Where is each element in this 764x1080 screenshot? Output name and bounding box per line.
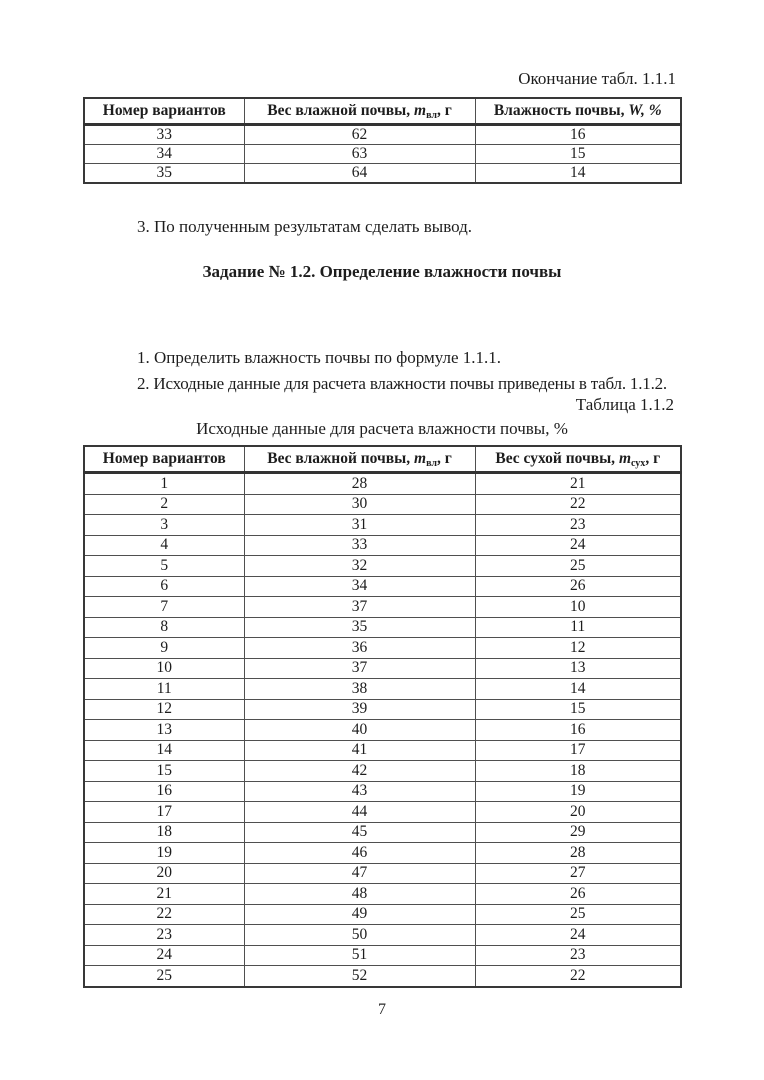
table-1-1-2-row <box>84 740 681 761</box>
dry-soil-weight-cell: 19 <box>475 781 681 802</box>
col-header-variant-number: Номер вариантов <box>84 446 244 473</box>
dry-soil-weight-cell: 23 <box>475 945 681 966</box>
variant-number-cell: 24 <box>84 945 244 966</box>
dry-soil-weight-cell: 28 <box>475 843 681 864</box>
table-1-1-2-row <box>84 884 681 905</box>
table-1-1-2-row <box>84 925 681 946</box>
wet-soil-weight-cell: 33 <box>244 535 475 556</box>
header-variable-subscript: вл <box>426 457 437 469</box>
wet-soil-weight-cell: 41 <box>244 740 475 761</box>
wet-soil-weight-cell: 45 <box>244 822 475 843</box>
table-1-1-1-header-row <box>84 98 681 125</box>
table-1-1-2-label: Таблица 1.1.2 <box>575 395 674 414</box>
wet-soil-weight-cell: 48 <box>244 884 475 905</box>
table-1-1-2-row <box>84 494 681 515</box>
variant-number-cell: 25 <box>84 966 244 987</box>
soil-moisture-cell: 16 <box>475 125 681 145</box>
variant-number-cell: 18 <box>84 822 244 843</box>
table-1-1-2-row <box>84 617 681 638</box>
table-1-1-2-row <box>84 802 681 823</box>
variant-number-cell: 8 <box>84 617 244 638</box>
variant-number-cell: 34 <box>84 145 244 164</box>
variant-number-cell: 13 <box>84 720 244 741</box>
variant-number-cell: 35 <box>84 164 244 184</box>
table-1-1-2-row <box>84 863 681 884</box>
wet-soil-weight-cell: 64 <box>244 164 475 184</box>
table-1-1-1-row <box>84 164 681 184</box>
table-1-1-2-caption: Исходные данные для расчета влажности почвы, % <box>196 419 568 438</box>
variant-number-cell: 14 <box>84 740 244 761</box>
variant-number-cell: 33 <box>84 125 244 145</box>
table-1-1-2-row <box>84 473 681 495</box>
dry-soil-weight-cell: 12 <box>475 638 681 659</box>
wet-soil-weight-cell: 34 <box>244 576 475 597</box>
wet-soil-weight-cell: 42 <box>244 761 475 782</box>
wet-soil-weight-cell: 44 <box>244 802 475 823</box>
dry-soil-weight-cell: 25 <box>475 556 681 577</box>
variant-number-cell: 4 <box>84 535 244 556</box>
table-1-1-2-row <box>84 638 681 659</box>
header-variable-symbol: m <box>414 101 427 119</box>
wet-soil-weight-cell: 39 <box>244 699 475 720</box>
dry-soil-weight-cell: 29 <box>475 822 681 843</box>
dry-soil-weight-cell: 27 <box>475 863 681 884</box>
wet-soil-weight-cell: 31 <box>244 515 475 536</box>
table-1-1-2-header-row <box>84 446 681 473</box>
header-variable-symbol: m <box>618 449 631 467</box>
variant-number-cell: 9 <box>84 638 244 659</box>
header-label-part: Вес влажной почвы, <box>267 449 414 467</box>
variant-number-cell: 19 <box>84 843 244 864</box>
wet-soil-weight-cell: 32 <box>244 556 475 577</box>
dry-soil-weight-cell: 18 <box>475 761 681 782</box>
task-1-2-heading: Задание № 1.2. Определение влажности почвы <box>202 262 562 281</box>
table-1-1-2 <box>83 445 682 988</box>
wet-soil-weight-cell: 40 <box>244 720 475 741</box>
wet-soil-weight-cell: 37 <box>244 658 475 679</box>
dry-soil-weight-cell: 14 <box>475 679 681 700</box>
dry-soil-weight-cell: 15 <box>475 699 681 720</box>
dry-soil-weight-cell: 21 <box>475 473 681 495</box>
col-header-soil-moisture <box>475 98 681 125</box>
variant-number-cell: 15 <box>84 761 244 782</box>
dry-soil-weight-cell: 10 <box>475 597 681 618</box>
header-variable-subscript: сух <box>631 457 646 469</box>
variant-number-cell: 3 <box>84 515 244 536</box>
header-variable-subscript: вл <box>426 109 437 121</box>
wet-soil-weight-cell: 46 <box>244 843 475 864</box>
col-header-variant-number: Номер вариантов <box>84 98 244 125</box>
header-label-part: Вес сухой почвы, <box>495 449 619 467</box>
variant-number-cell: 5 <box>84 556 244 577</box>
table-1-1-2-row <box>84 822 681 843</box>
dry-soil-weight-cell: 26 <box>475 884 681 905</box>
variant-number-cell: 20 <box>84 863 244 884</box>
wet-soil-weight-cell: 43 <box>244 781 475 802</box>
dry-soil-weight-cell: 17 <box>475 740 681 761</box>
soil-moisture-cell: 15 <box>475 145 681 164</box>
table-1-1-2-row <box>84 597 681 618</box>
header-label-part: Влажность почвы, <box>493 102 629 119</box>
dry-soil-weight-cell: 22 <box>475 494 681 515</box>
header-label-part: , г <box>436 101 452 119</box>
col-header-wet-soil-weight <box>244 446 475 473</box>
variant-number-cell: 22 <box>84 904 244 925</box>
wet-soil-weight-cell: 63 <box>244 145 475 164</box>
wet-soil-weight-cell: 38 <box>244 679 475 700</box>
table-1-1-2-row <box>84 576 681 597</box>
table-1-1-2-row <box>84 535 681 556</box>
wet-soil-weight-cell: 49 <box>244 904 475 925</box>
table-1-1-1-row <box>84 145 681 164</box>
wet-soil-weight-cell: 35 <box>244 617 475 638</box>
paragraph-step-1: 1. Определить влажность почвы по формуле 1.1.1. <box>137 348 502 367</box>
variant-number-cell: 6 <box>84 576 244 597</box>
variant-number-cell: 7 <box>84 597 244 618</box>
wet-soil-weight-cell: 30 <box>244 494 475 515</box>
table-1-1-2-row <box>84 761 681 782</box>
table-1-1-1 <box>83 97 682 184</box>
paragraph-step-3: 3. По полученным результатам сделать вывод. <box>137 217 473 236</box>
header-variable-symbol: W, % <box>628 102 662 119</box>
table-1-1-1-row <box>84 125 681 145</box>
variant-number-cell: 10 <box>84 658 244 679</box>
variant-number-cell: 1 <box>84 473 244 495</box>
wet-soil-weight-cell: 37 <box>244 597 475 618</box>
table-1-1-2-row <box>84 699 681 720</box>
dry-soil-weight-cell: 24 <box>475 925 681 946</box>
table-1-1-2-row <box>84 658 681 679</box>
dry-soil-weight-cell: 13 <box>475 658 681 679</box>
dry-soil-weight-cell: 11 <box>475 617 681 638</box>
table-1-1-1-continuation-caption: Окончание табл. 1.1.1 <box>518 69 676 88</box>
table-1-1-2-row <box>84 904 681 925</box>
header-label-part: , г <box>436 449 452 467</box>
dry-soil-weight-cell: 26 <box>475 576 681 597</box>
table-1-1-2-row <box>84 720 681 741</box>
variant-number-cell: 21 <box>84 884 244 905</box>
wet-soil-weight-cell: 47 <box>244 863 475 884</box>
wet-soil-weight-cell: 50 <box>244 925 475 946</box>
variant-number-cell: 23 <box>84 925 244 946</box>
variant-number-cell: 12 <box>84 699 244 720</box>
dry-soil-weight-cell: 20 <box>475 802 681 823</box>
variant-number-cell: 2 <box>84 494 244 515</box>
table-1-1-2-row <box>84 781 681 802</box>
wet-soil-weight-cell: 52 <box>244 966 475 987</box>
table-1-1-2-row <box>84 515 681 536</box>
table-1-1-2-row <box>84 556 681 577</box>
table-1-1-2-row <box>84 679 681 700</box>
variant-number-cell: 16 <box>84 781 244 802</box>
table-1-1-2-row <box>84 843 681 864</box>
col-header-wet-soil-weight <box>244 98 475 125</box>
wet-soil-weight-cell: 36 <box>244 638 475 659</box>
header-label-part: , г <box>645 449 661 467</box>
col-header-dry-soil-weight <box>475 446 681 473</box>
soil-moisture-cell: 14 <box>475 164 681 184</box>
header-label-part: Вес влажной почвы, <box>267 101 414 119</box>
table-1-1-2-row <box>84 945 681 966</box>
dry-soil-weight-cell: 25 <box>475 904 681 925</box>
dry-soil-weight-cell: 16 <box>475 720 681 741</box>
table-1-1-2-row <box>84 966 681 987</box>
dry-soil-weight-cell: 24 <box>475 535 681 556</box>
variant-number-cell: 17 <box>84 802 244 823</box>
page-number: 7 <box>378 1000 386 1018</box>
variant-number-cell: 11 <box>84 679 244 700</box>
dry-soil-weight-cell: 22 <box>475 966 681 987</box>
paragraph-step-2: 2. Исходные данные для расчета влажности почвы приведены в табл. 1.1.2. <box>137 374 667 393</box>
header-variable-symbol: m <box>414 449 427 467</box>
wet-soil-weight-cell: 28 <box>244 473 475 495</box>
wet-soil-weight-cell: 51 <box>244 945 475 966</box>
dry-soil-weight-cell: 23 <box>475 515 681 536</box>
wet-soil-weight-cell: 62 <box>244 125 475 145</box>
